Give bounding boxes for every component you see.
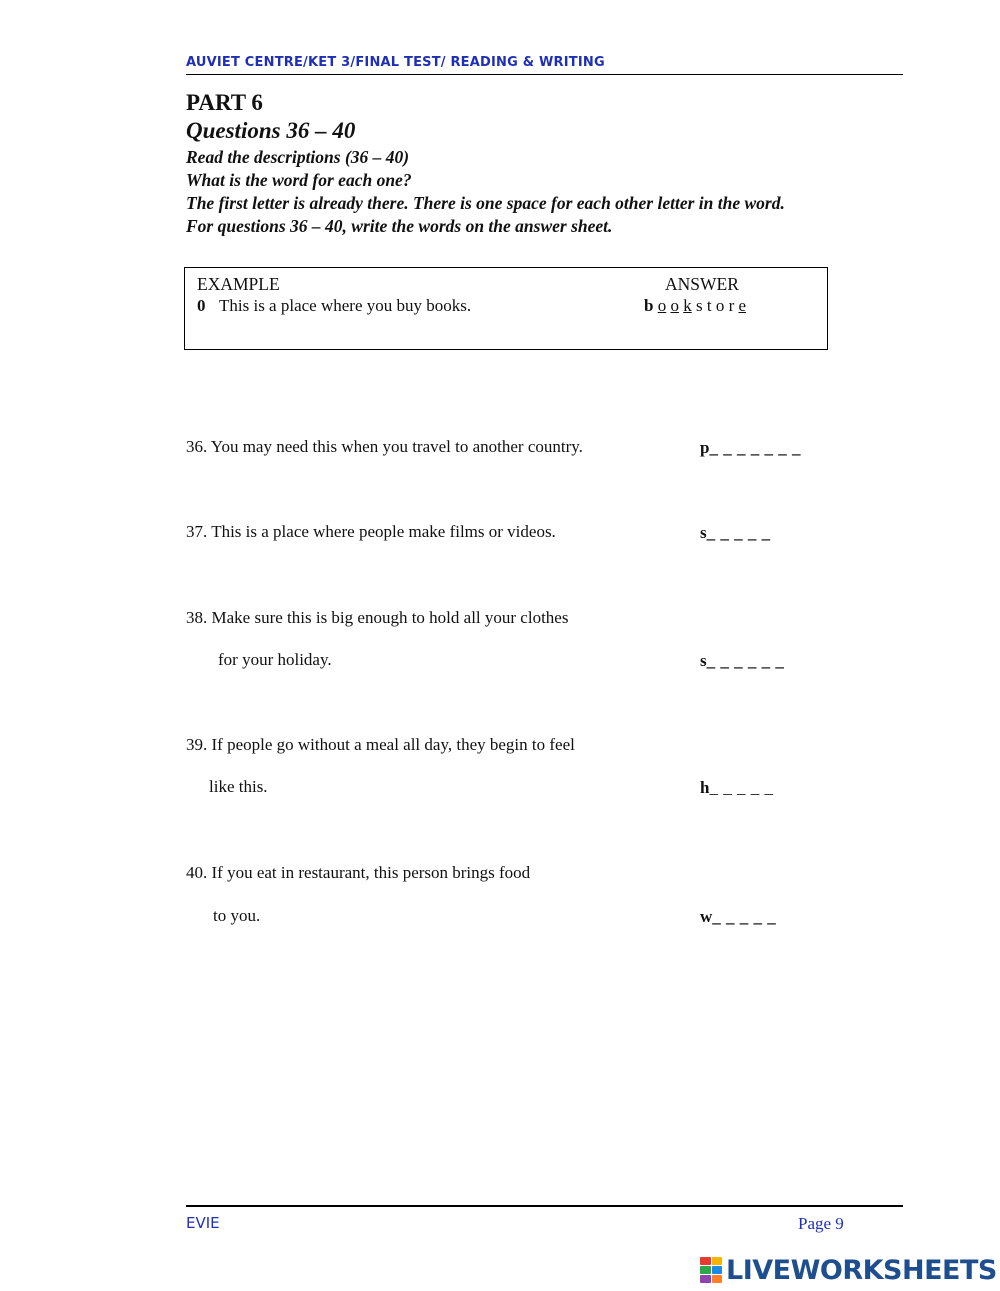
question-40-text-cont: to you. bbox=[213, 906, 261, 925]
question-38-text: 38. Make sure this is big enough to hold all your clothes bbox=[186, 608, 569, 627]
answer-first-letter: w bbox=[700, 907, 713, 926]
footer-rule bbox=[186, 1205, 903, 1207]
question-36-answer[interactable] bbox=[700, 438, 801, 458]
question-37-answer[interactable] bbox=[700, 523, 771, 543]
header-title: AUVIET CENTRE/KET 3/FINAL TEST/ READING & WRITING bbox=[186, 55, 605, 70]
instruction-line: The first letter is already there. There is one space for each other letter in the word. bbox=[186, 193, 785, 213]
liveworksheets-logo[interactable] bbox=[700, 1255, 997, 1285]
question-38-text-cont: for your holiday. bbox=[218, 650, 332, 669]
question-39-text: 39. If people go without a meal all day, they begin to feel bbox=[186, 735, 575, 754]
example-answer-letter: e bbox=[738, 296, 747, 315]
example-answer-letter: o bbox=[670, 296, 679, 315]
header-rule bbox=[186, 74, 903, 75]
question-36-text: 36. You may need this when you travel to another country. bbox=[186, 437, 583, 456]
answer-blanks: _ _ _ _ _ _ _ bbox=[709, 438, 801, 457]
question-40-text: 40. If you eat in restaurant, this person brings food bbox=[186, 863, 531, 882]
question-39-text-cont: like this. bbox=[209, 777, 268, 796]
page-number: Page 9 bbox=[798, 1214, 844, 1233]
answer-first-letter: s bbox=[700, 523, 707, 542]
question-40-answer[interactable] bbox=[700, 907, 776, 927]
instruction-line: For questions 36 – 40, write the words on the answer sheet. bbox=[186, 216, 613, 236]
example-answer-letter: o bbox=[715, 296, 725, 315]
answer-first-letter: s bbox=[700, 651, 707, 670]
liveworksheets-logo-text: LIVEWORKSHEETS bbox=[726, 1254, 997, 1286]
questions-title: Questions 36 – 40 bbox=[186, 118, 356, 143]
liveworksheets-logo-icon bbox=[700, 1257, 722, 1283]
question-38-answer[interactable] bbox=[700, 651, 784, 671]
instruction-line: Read the descriptions (36 – 40) bbox=[186, 147, 410, 167]
answer-blanks: _ _ _ _ _ bbox=[712, 907, 777, 926]
example-text: This is a place where you buy books. bbox=[219, 296, 472, 315]
answer-blanks: _ _ _ _ _ _ bbox=[706, 651, 785, 670]
example-answer-letter: k bbox=[683, 296, 692, 315]
example-number: 0 bbox=[197, 296, 206, 315]
part-title: PART 6 bbox=[186, 90, 263, 115]
answer-blanks: _ _ _ _ _ bbox=[706, 523, 771, 542]
answer-blanks: _ _ _ _ _ bbox=[709, 778, 774, 797]
example-answer-first-letter: b bbox=[644, 296, 654, 315]
answer-first-letter: h bbox=[700, 778, 710, 797]
footer-author: EVIE bbox=[186, 1214, 220, 1232]
example-answer bbox=[644, 296, 746, 316]
question-39-answer[interactable] bbox=[700, 778, 773, 798]
question-37-text: 37. This is a place where people make films or videos. bbox=[186, 522, 556, 541]
example-label: EXAMPLE bbox=[197, 274, 280, 294]
answer-label: ANSWER bbox=[665, 274, 739, 294]
example-answer-letter: s bbox=[695, 296, 703, 315]
answer-first-letter: p bbox=[700, 438, 710, 457]
instruction-line: What is the word for each one? bbox=[186, 170, 412, 190]
example-answer-letter: r bbox=[728, 296, 735, 315]
example-answer-letter: o bbox=[657, 296, 667, 315]
example-answer-letter: t bbox=[706, 296, 712, 315]
